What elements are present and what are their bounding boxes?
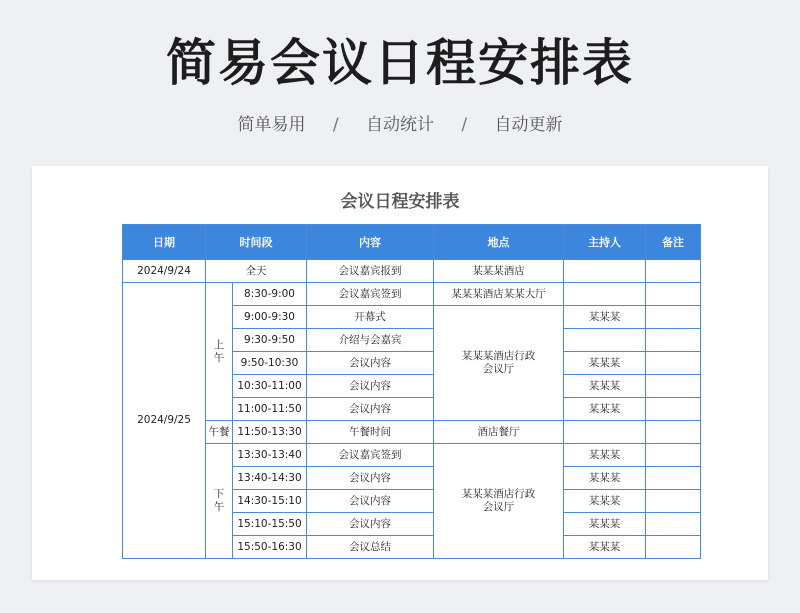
- schedule-card: [32, 166, 768, 580]
- cell-content: 午餐时间: [307, 421, 434, 444]
- cell-location: 某某某酒店: [434, 260, 564, 283]
- cell-content: 会议嘉宾签到: [307, 444, 434, 467]
- cell-content: 会议总结: [307, 536, 434, 559]
- cell-lunch-label: 午餐: [206, 421, 233, 444]
- cell-note: [646, 421, 701, 444]
- cell-content: 会议嘉宾报到: [307, 260, 434, 283]
- cell-note: [646, 260, 701, 283]
- cell-location: 某某某酒店某某大厅: [434, 283, 564, 306]
- table-row: [123, 283, 701, 306]
- header-time: 时间段: [206, 225, 307, 260]
- cell-host: 某某某: [564, 490, 646, 513]
- cell-location: 某某某酒店行政 会议厅: [434, 444, 564, 559]
- table-row: [123, 260, 701, 283]
- cell-host: [564, 283, 646, 306]
- header-row: [123, 225, 701, 260]
- cell-time: 13:30-13:40: [233, 444, 307, 467]
- cell-location: 酒店餐厅: [434, 421, 564, 444]
- cell-note: [646, 352, 701, 375]
- cell-host: 某某某: [564, 467, 646, 490]
- cell-content: 介绍与会嘉宾: [307, 329, 434, 352]
- cell-time: 15:50-16:30: [233, 536, 307, 559]
- table-row: [123, 444, 701, 467]
- cell-note: [646, 444, 701, 467]
- cell-time: 11:00-11:50: [233, 398, 307, 421]
- cell-host: [564, 329, 646, 352]
- cell-afternoon-label: 下 午: [206, 444, 233, 559]
- cell-location: 某某某酒店行政 会议厅: [434, 306, 564, 421]
- cell-period: 全天: [206, 260, 307, 283]
- cell-host: [564, 260, 646, 283]
- cell-note: [646, 467, 701, 490]
- cell-host: 某某某: [564, 306, 646, 329]
- header-content: 内容: [307, 225, 434, 260]
- cell-content: 会议内容: [307, 375, 434, 398]
- cell-time: 8:30-9:00: [233, 283, 307, 306]
- cell-time: 9:30-9:50: [233, 329, 307, 352]
- cell-content: 会议嘉宾签到: [307, 283, 434, 306]
- cell-note: [646, 306, 701, 329]
- cell-time: 14:30-15:10: [233, 490, 307, 513]
- subtitle-item-easy: 简单易用: [237, 115, 306, 135]
- cell-time: 15:10-15:50: [233, 513, 307, 536]
- cell-content: 会议内容: [307, 490, 434, 513]
- cell-host: [564, 421, 646, 444]
- cell-host: 某某某: [564, 536, 646, 559]
- schedule-table: [122, 224, 701, 559]
- cell-time: 13:40-14:30: [233, 467, 307, 490]
- cell-host: 某某某: [564, 352, 646, 375]
- cell-content: 会议内容: [307, 513, 434, 536]
- header-note: 备注: [646, 225, 701, 260]
- cell-time: 9:50-10:30: [233, 352, 307, 375]
- table-title: 会议日程安排表: [340, 192, 460, 212]
- header-location: 地点: [434, 225, 564, 260]
- header-date: 日期: [123, 225, 206, 260]
- cell-note: [646, 513, 701, 536]
- cell-host: 某某某: [564, 444, 646, 467]
- cell-note: [646, 283, 701, 306]
- cell-date: 2024/9/25: [123, 283, 206, 559]
- page-title: 简易会议日程安排表: [166, 34, 634, 92]
- cell-content: 会议内容: [307, 352, 434, 375]
- subtitle-item-auto-stats: 自动统计: [366, 115, 434, 135]
- cell-content: 会议内容: [307, 398, 434, 421]
- cell-content: 会议内容: [307, 467, 434, 490]
- cell-note: [646, 398, 701, 421]
- cell-host: 某某某: [564, 513, 646, 536]
- subtitle: [0, 112, 800, 138]
- cell-note: [646, 536, 701, 559]
- table-row: [123, 421, 701, 444]
- header-host: 主持人: [564, 225, 646, 260]
- subtitle-item-auto-update: 自动更新: [494, 115, 563, 135]
- cell-morning-label: 上 午: [206, 283, 233, 421]
- cell-time: 11:50-13:30: [233, 421, 307, 444]
- subtitle-separator: /: [332, 115, 339, 135]
- cell-host: 某某某: [564, 375, 646, 398]
- cell-note: [646, 490, 701, 513]
- cell-date: 2024/9/24: [123, 260, 206, 283]
- cell-time: 9:00-9:30: [233, 306, 307, 329]
- cell-note: [646, 375, 701, 398]
- cell-note: [646, 329, 701, 352]
- cell-host: 某某某: [564, 398, 646, 421]
- cell-content: 开幕式: [307, 306, 434, 329]
- subtitle-separator: /: [461, 115, 468, 135]
- cell-time: 10:30-11:00: [233, 375, 307, 398]
